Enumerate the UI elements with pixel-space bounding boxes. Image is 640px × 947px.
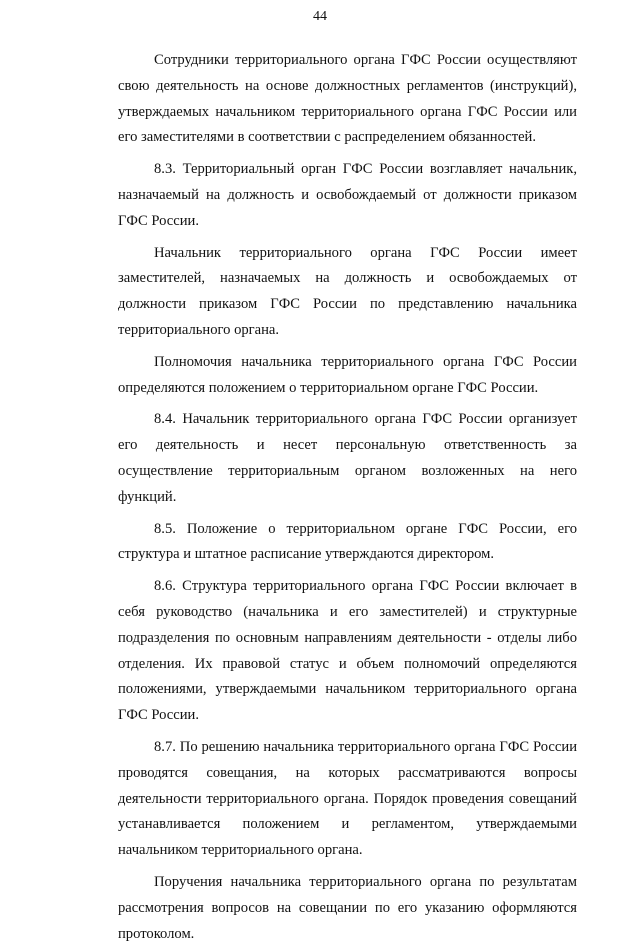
paragraph-8-3-head: 8.3. Территориальный орган ГФС России возглавляет начальник, назначаемый на должность и освобождаемый от должности приказом ГФС России.	[118, 161, 577, 229]
document-body	[118, 48, 577, 947]
page-number: 44	[313, 9, 327, 24]
paragraph-8-6-structure: 8.6. Структура территориального органа ГФС России включает в себя руководство (начальника и его заместителей) и структурные подразделения по основным направлениям деятельности - отделы либо отделения. Их правовой статус и объем полномочий определяются положениями, утверждаемыми начальником территориального органа ГФС России.	[118, 578, 577, 724]
paragraph-deputies: Начальник территориального органа ГФС России имеет заместителей, назначаемых на должность и освобождаемых от должности приказом ГФС России по представлению начальника территориального органа.	[118, 244, 577, 338]
paragraph-8-4-organization: 8.4. Начальник территориального органа ГФС России организует его деятельность и несет персональную ответственность за осуществление территориальным органом возложенных на него функций.	[118, 411, 577, 505]
paragraph-8-5-regulation: 8.5. Положение о территориальном органе ГФС России, его структура и штатное расписание утверждаются директором.	[118, 520, 577, 563]
paragraph-staff-regulations: Сотрудники территориального органа ГФС России осуществляют свою деятельность на основе должностных регламентов (инструкций), утверждаемых начальником территориального органа ГФС России или его заместителями в соответствии с распределением обязанностей.	[118, 52, 577, 146]
paragraph-8-7-meetings: 8.7. По решению начальника территориального органа ГФС России проводятся совещания, на которых рассматриваются вопросы деятельности территориального органа. Порядок проведения совещаний устанавливается положением и регламентом, утверждаемыми начальником территориального органа.	[118, 738, 577, 859]
paragraph-powers: Полномочия начальника территориального органа ГФС России определяются положением о территориальном органе ГФС России.	[118, 353, 577, 396]
paragraph-instructions: Поручения начальника территориального органа по результатам рассмотрения вопросов на совещании по его указанию оформляются протоколом.	[118, 873, 577, 942]
